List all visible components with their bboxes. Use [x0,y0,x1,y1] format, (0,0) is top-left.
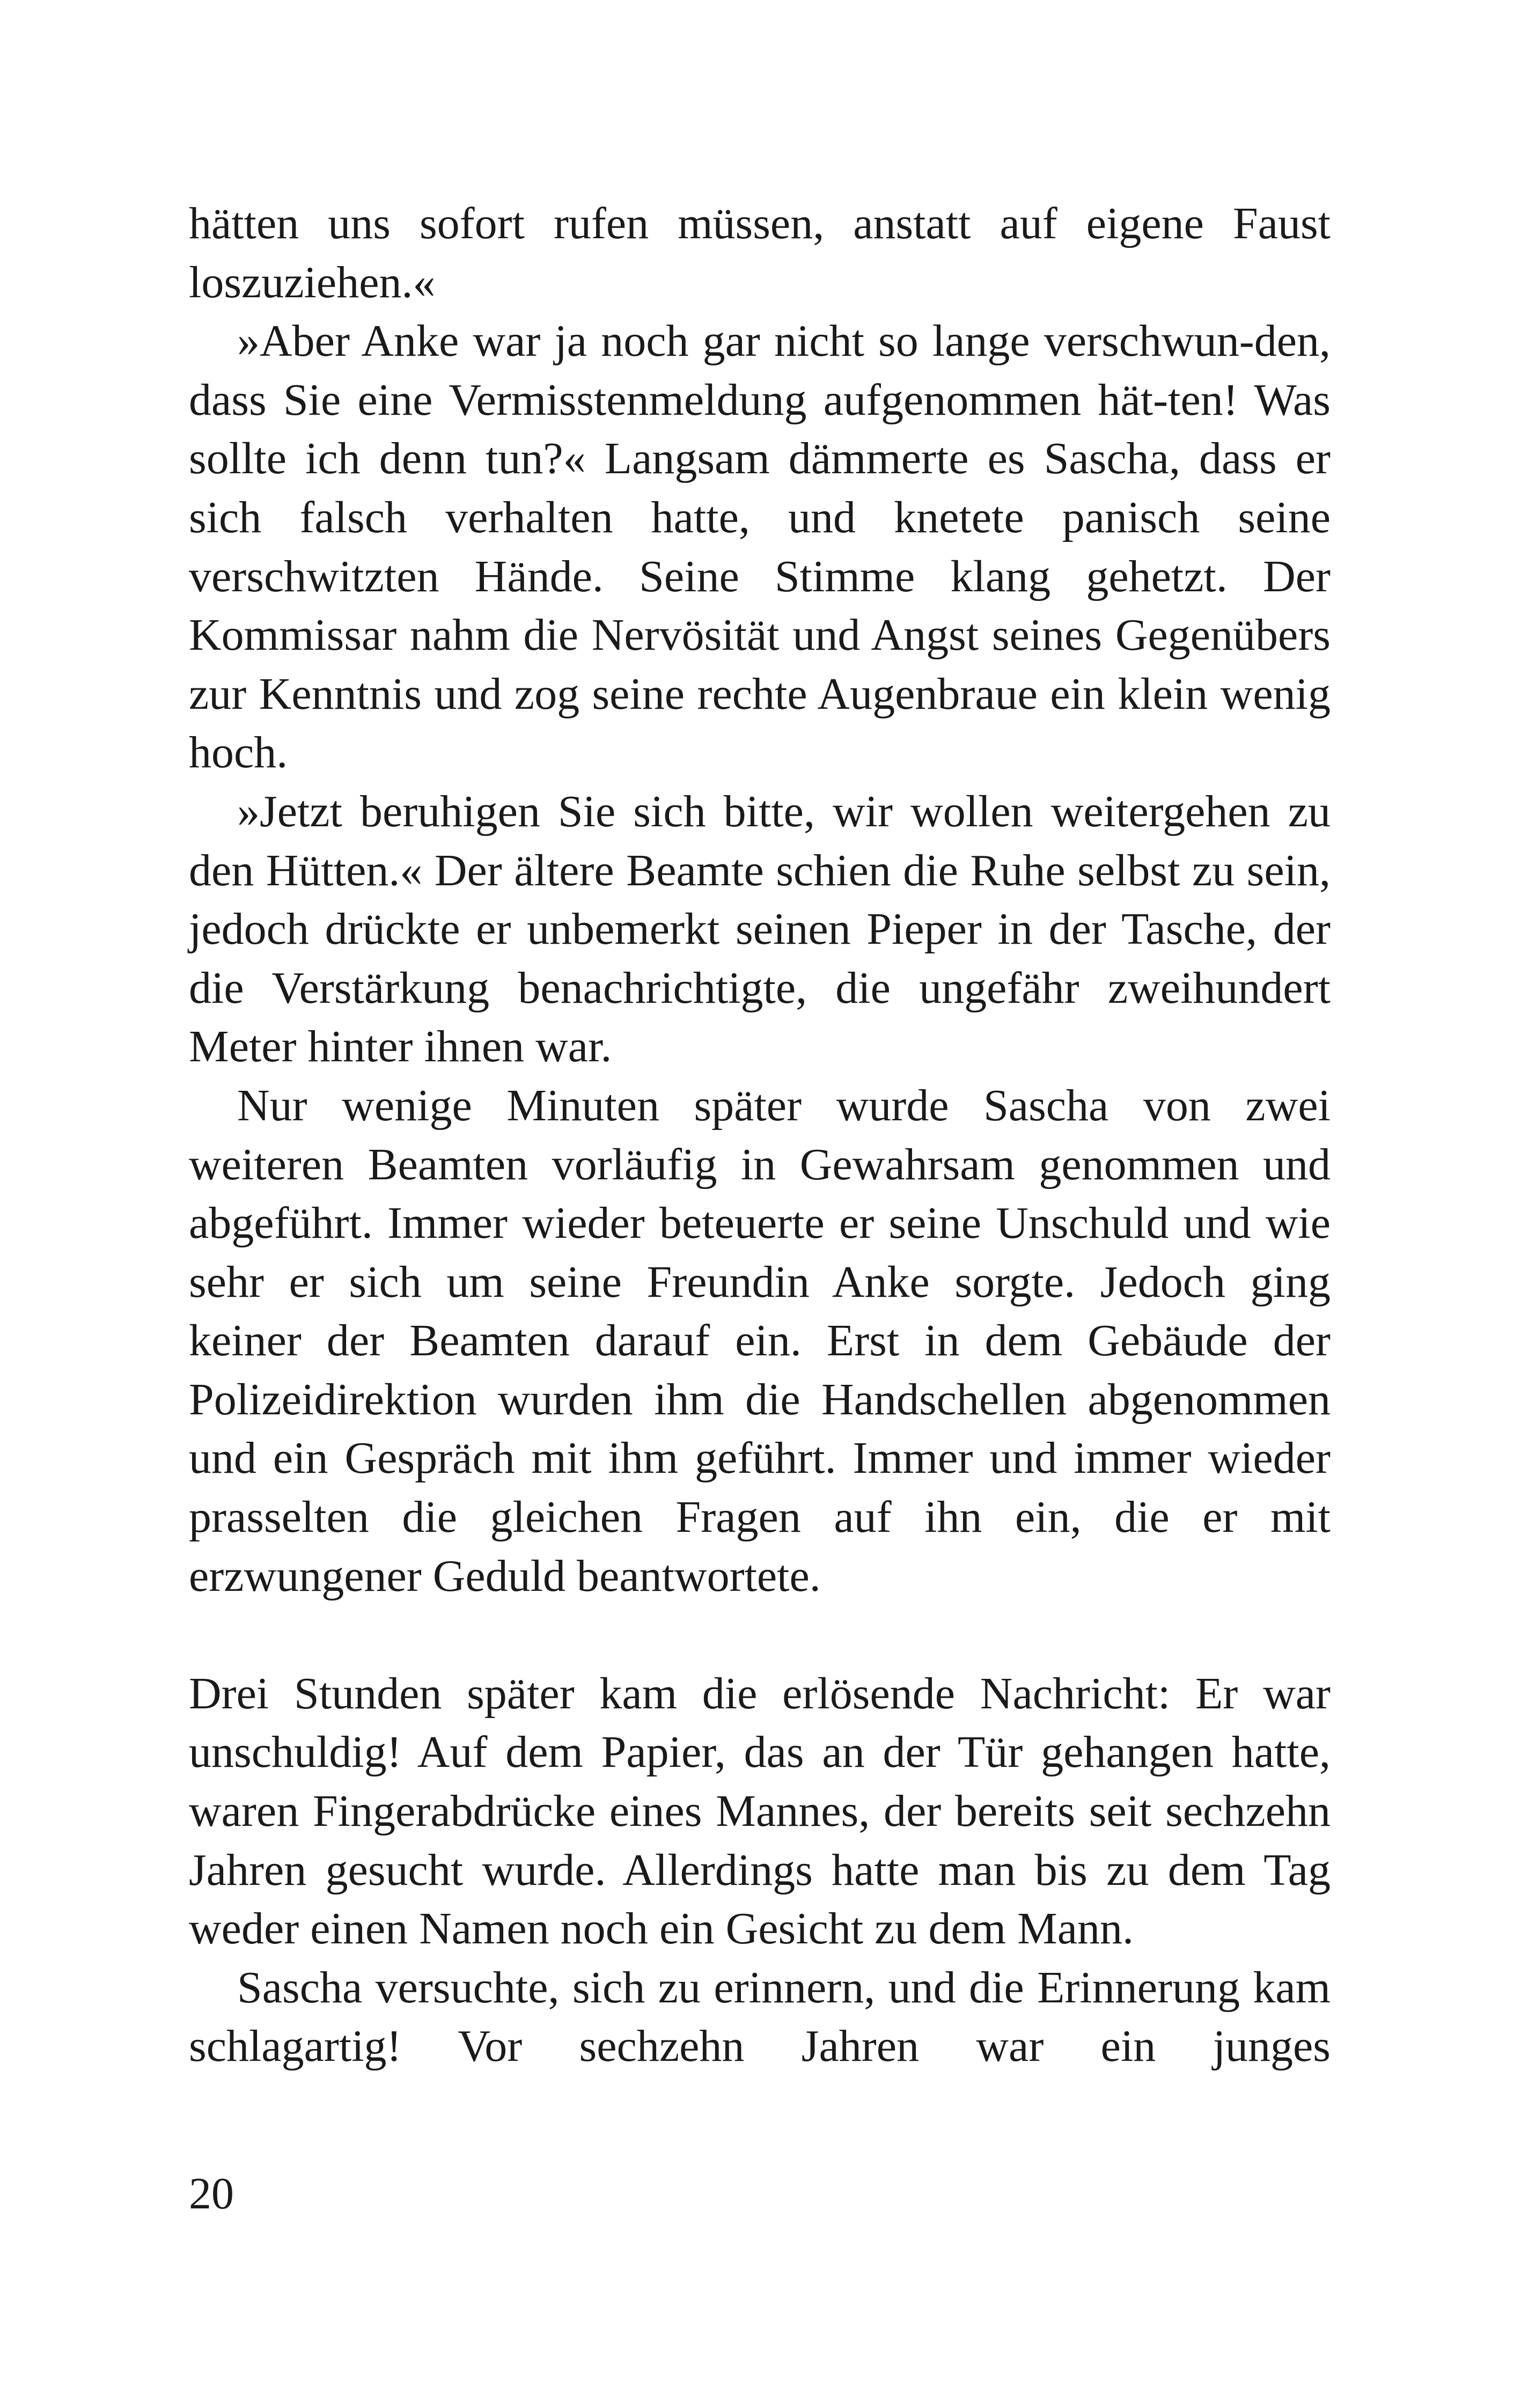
page-number: 20 [189,2169,234,2219]
paragraph-news: Drei Stunden später kam die erlösende Nachricht: Er war unschuldig! Auf dem Papier, das an der Tür gehangen hatte, waren Fingerabdrücke eines Mannes, der bereits seit sechzehn Jahren gesucht wurde. Allerdings hatte man bis zu dem Tag weder einen Namen noch ein Gesicht zu dem Mann. [189,1668,1331,1954]
paragraph-continuation: hätten uns sofort rufen müssen, anstatt auf eigene Faust loszuziehen.« [189,199,1331,307]
paragraph-memory: Sascha versuchte, sich zu erinnern, und die Erinnerung kam schlagartig! Vor sechzehn Jahren war ein junges [189,1962,1331,2072]
paragraph-dialogue-anke: »Aber Anke war ja noch gar nicht so lange verschwun-den, dass Sie eine Vermisstenmeldung aufgenommen hät-ten! Was sollte ich denn tun?« Langsam dämmerte es Sascha, dass er sich falsch verhalten hatte, und knetete panisch seine verschwitzten Hände. Seine Stimme klang gehetzt. Der Kommissar nahm die Nervösität und Angst seines Gegenübers zur Kenntnis und zog seine rechte Augenbraue ein klein wenig hoch. [189,316,1331,778]
paragraph-dialogue-calm: »Jetzt beruhigen Sie sich bitte, wir wollen weitergehen zu den Hütten.« Der ältere Beamte schien die Ruhe selbst zu sein, jedoch drückte er unbemerkt seinen Pieper in der Tasche, der die Verstärkung benachrichtigte, die ungefähr zweihundert Meter hinter ihnen war. [189,786,1331,1072]
paragraph-arrest: Nur wenige Minuten später wurde Sascha von zwei weiteren Beamten vorläufig in Gewahrsam genommen und abgeführt. Immer wieder beteuerte er seine Unschuld und wie sehr er sich um seine Freundin Anke sorgte. Jedoch ging keiner der Beamten darauf ein. Erst in dem Gebäude der Polizeidirektion wurden ihm die Handschellen abgenommen und ein Gespräch mit ihm geführt. Immer und immer wieder prasselten die gleichen Fragen auf ihn ein, die er mit erzwungener Geduld beantwortete. [189,1080,1331,1601]
body-text [189,194,1331,2076]
